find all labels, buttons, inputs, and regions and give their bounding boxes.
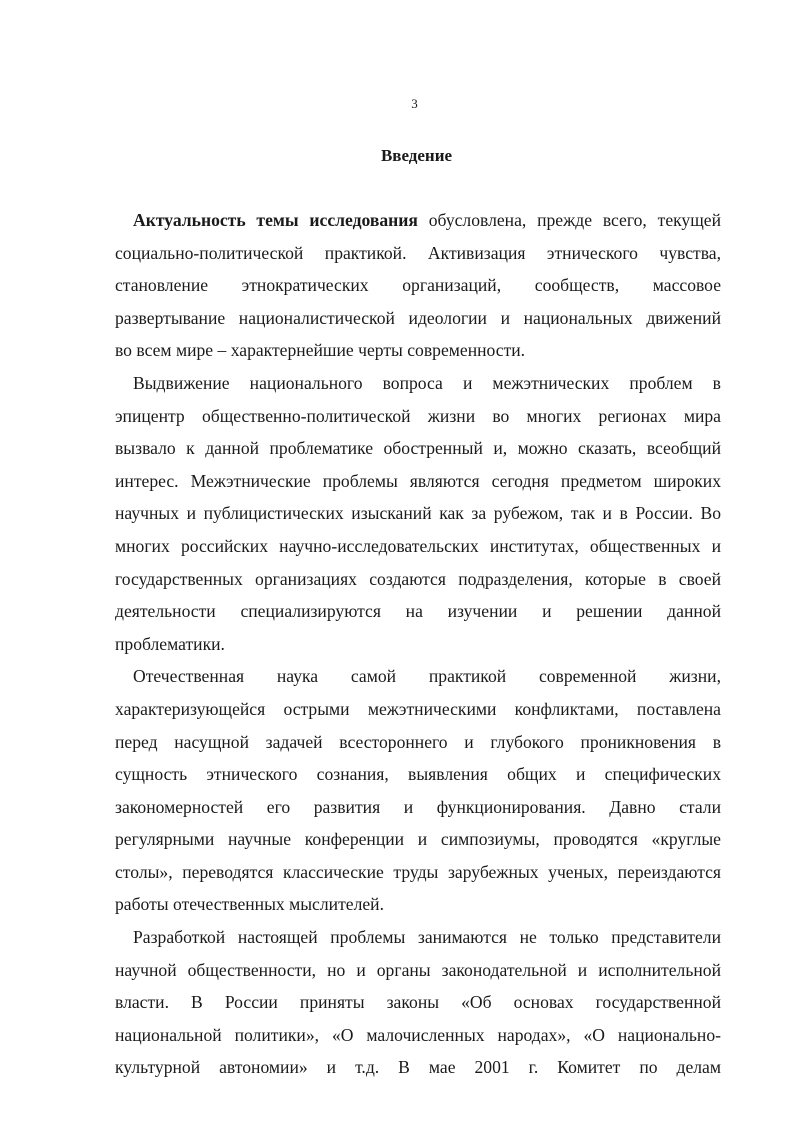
paragraph-relevance — [115, 204, 721, 367]
text-line: развертывание националистической идеологии и национальных движений — [115, 307, 721, 328]
text-line: многих российских научно-исследовательских институтах, общественных и — [115, 535, 721, 556]
text-line: столы», переводятся классические труды зарубежных ученых, переиздаются — [115, 861, 721, 882]
text-line: деятельности специализируются на изучении и решении данной — [115, 601, 721, 622]
text-line: Выдвижение национального вопроса и межэтнических проблем в — [133, 372, 721, 393]
text-line: Отечественная наука самой практикой современной жизни, — [133, 666, 721, 687]
text-line: работы отечественных мыслителей. — [115, 894, 384, 915]
paragraph-legislation — [115, 921, 721, 1084]
text-line: интерес. Межэтнические проблемы являются сегодня предметом широких — [115, 470, 721, 491]
text-line: закономерностей его развития и функционирования. Давно стали — [115, 796, 721, 817]
text-line: регулярными научные конференции и симпозиумы, проводятся «круглые — [115, 829, 721, 850]
text-line: во всем мире – характернейшие черты современности. — [115, 340, 526, 361]
text-line: перед насущной задачей всестороннего и глубокого проникновения в — [115, 731, 721, 752]
relevance-heading: Актуальность темы исследования — [133, 210, 418, 230]
text-line: вызвало к данной проблематике обостренный и, можно сказать, всеобщий — [115, 438, 721, 459]
page-number: 3 — [411, 96, 418, 111]
text-line: государственных организациях создаются подразделения, которые в своей — [115, 568, 721, 589]
text-line: социально-политической практикой. Активизация этнического чувства, — [115, 242, 721, 263]
text-line: научных и публицистических изысканий как за рубежом, так и в России. Во — [115, 503, 721, 524]
text-line: культурной автономии» и т.д. В мае 2001 г. Комитет по делам — [115, 1057, 721, 1078]
page-title: Введение — [380, 146, 453, 165]
text-line: эпицентр общественно-политической жизни во многих регионах мира — [115, 405, 721, 426]
text-line: проблематики. — [115, 633, 225, 654]
text-line: Актуальность темы исследования обусловлена, прежде всего, текущей — [133, 210, 721, 230]
text-line: научной общественности, но и органы законодательной и исполнительной — [115, 959, 721, 980]
text-line: характеризующейся острыми межэтническими конфликтами, поставлена — [115, 698, 721, 719]
paragraph-domestic-science — [115, 660, 721, 921]
body-text — [115, 204, 721, 1084]
text-line: становление этнократических организаций, сообществ, массовое — [115, 275, 721, 296]
text-line: власти. В России приняты законы «Об основах государственной — [115, 992, 721, 1013]
paragraph-national-question — [115, 367, 721, 660]
text-line: национальной политики», «О малочисленных народах», «О национально- — [115, 1024, 721, 1045]
text-line: Разработкой настоящей проблемы занимаются не только представители — [133, 927, 721, 948]
text-line: сущность этнического сознания, выявления общих и специфических — [115, 764, 721, 785]
